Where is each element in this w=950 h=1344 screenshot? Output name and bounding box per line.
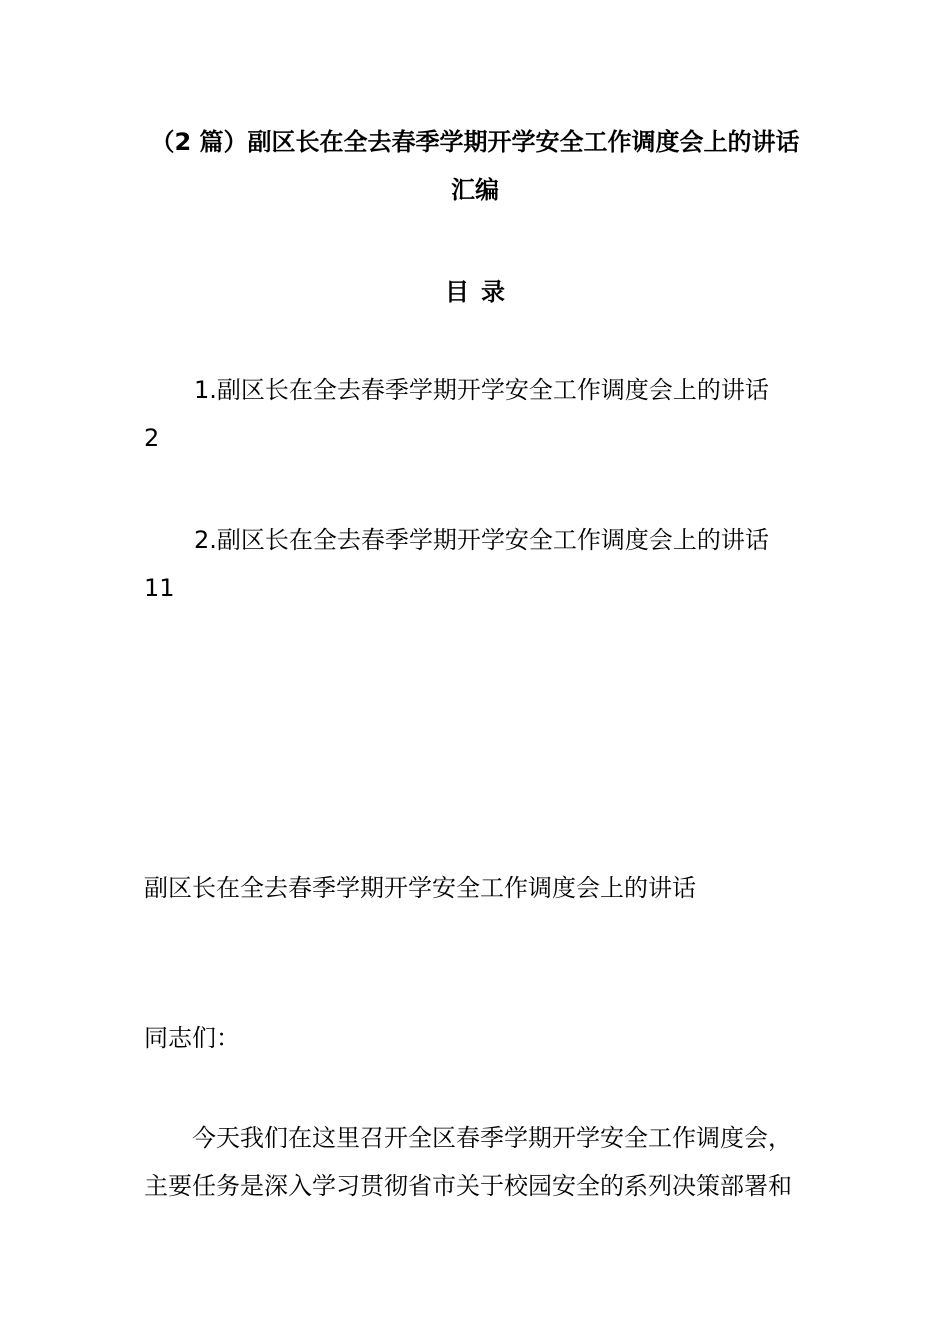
body-paragraph-line: 今天我们在这里召开全区春季学期开学安全工作调度会，: [192, 1124, 792, 1152]
toc-item-page-number: 11: [144, 574, 175, 602]
section-title: 副区长在全去春季学期开学安全工作调度会上的讲话: [144, 874, 696, 902]
salutation: 同志们：: [144, 1024, 240, 1052]
toc-item-label: 2.副区长在全去春季学期开学安全工作调度会上的讲话: [194, 526, 769, 554]
body-paragraph-line: 主要任务是深入学习贯彻省市关于校园安全的系列决策部署和: [144, 1172, 792, 1200]
toc-heading: 目录: [445, 278, 517, 306]
toc-item[interactable]: [144, 516, 808, 612]
document-title-line-1: （2 篇）副区长在全去春季学期开学安全工作调度会上的讲话: [150, 128, 800, 156]
document-title-line-2: 汇编: [451, 176, 499, 204]
toc-item-label: 1.副区长在全去春季学期开学安全工作调度会上的讲话: [194, 376, 769, 404]
toc-item[interactable]: [144, 366, 808, 462]
toc-item-page-number: 2: [144, 424, 160, 452]
